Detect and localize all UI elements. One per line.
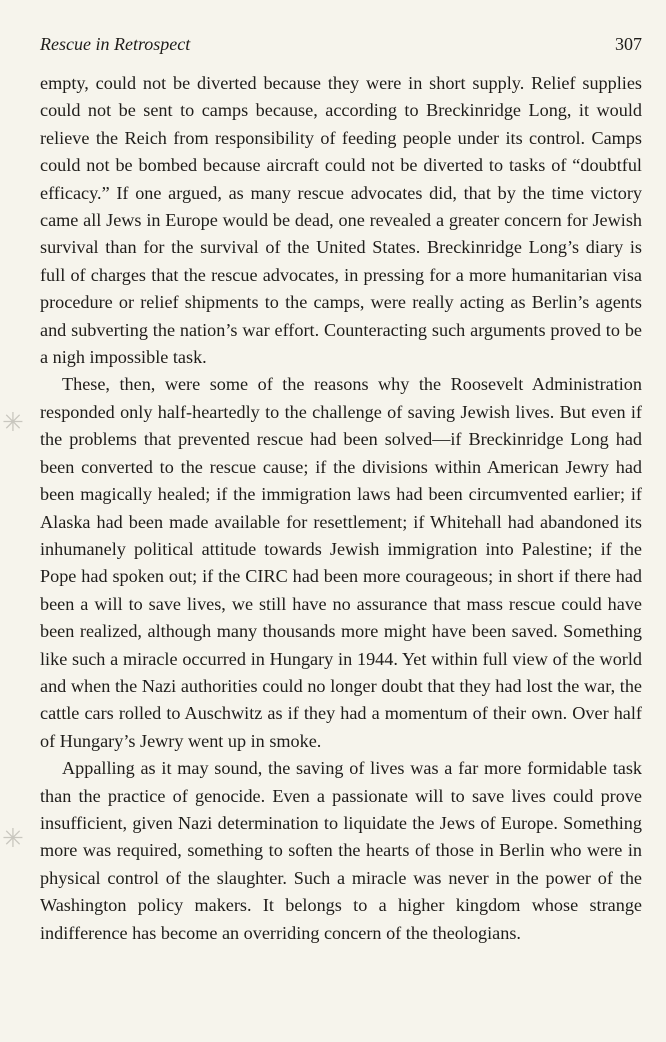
body-text — [40, 70, 642, 947]
paragraph-continued: empty, could not be diverted because they were in short supply. Relief supplies could not be sent to camps because, according to Breckinridge Long, it would relieve the Reich from responsibility of feeding people under its control. Camps could not be bombed because aircraft could not be diverted to tasks of “doubtful efficacy.” If one argued, as many rescue advocates did, that by the time victory came all Jews in Europe would be dead, one revealed a greater concern for Jewish survival than for the survival of the United States. Breckinridge Long’s diary is full of charges that the rescue advocates, in pressing for a more humanitarian visa procedure or relief shipments to the camps, were really acting as Berlin’s agents and subverting the nation’s war effort. Counteracting such arguments proved to be a nigh impossible task. — [40, 73, 642, 368]
running-title: Rescue in Retrospect — [40, 34, 191, 54]
paragraph-appalling: Appalling as it may sound, the saving of lives was a far more formidable task than the practice of genocide. Even a passionate will to save lives could prove insufficient, given Nazi determination to liquidate the Jews of Europe. Something more was required, something to soften the hearts of those in Berlin who were in physical control of the slaughter. Such a miracle was never in the power of the Washington policy makers. It belongs to a higher kingdom whose strange indifference has become an overriding concern of the theologians. — [40, 758, 642, 943]
page-number: 307 — [615, 34, 642, 54]
asterisk-mark-icon: ✳ — [2, 824, 24, 854]
paragraph-reasons: These, then, were some of the reasons why the Roosevelt Administration responded only half-heartedly to the challenge of saving Jewish lives. But even if the problems that prevented rescue had been solved—if Breckinridge Long had been converted to the rescue cause; if the divisions within American Jewry had been magically healed; if the immigration laws had been circumvented earlier; if Alaska had been made available for resettlement; if Whitehall had abandoned its inhumanely political attitude towards Jewish immigration into Palestine; if the Pope had spoken out; if the CIRC had been more courageous; in short if there had been a will to save lives, we still have no assurance that mass rescue could have been realized, although many thousands more might have been saved. Something like such a miracle occurred in Hungary in 1944. Yet within full view of the world and when the Nazi authorities could no longer doubt that they had lost the war, the cattle cars rolled to Auschwitz as if they had a momentum of their own. Over half of Hungary’s Jewry went up in smoke. — [40, 374, 642, 751]
page-header — [40, 34, 642, 58]
asterisk-mark-icon: ✳ — [2, 408, 24, 438]
